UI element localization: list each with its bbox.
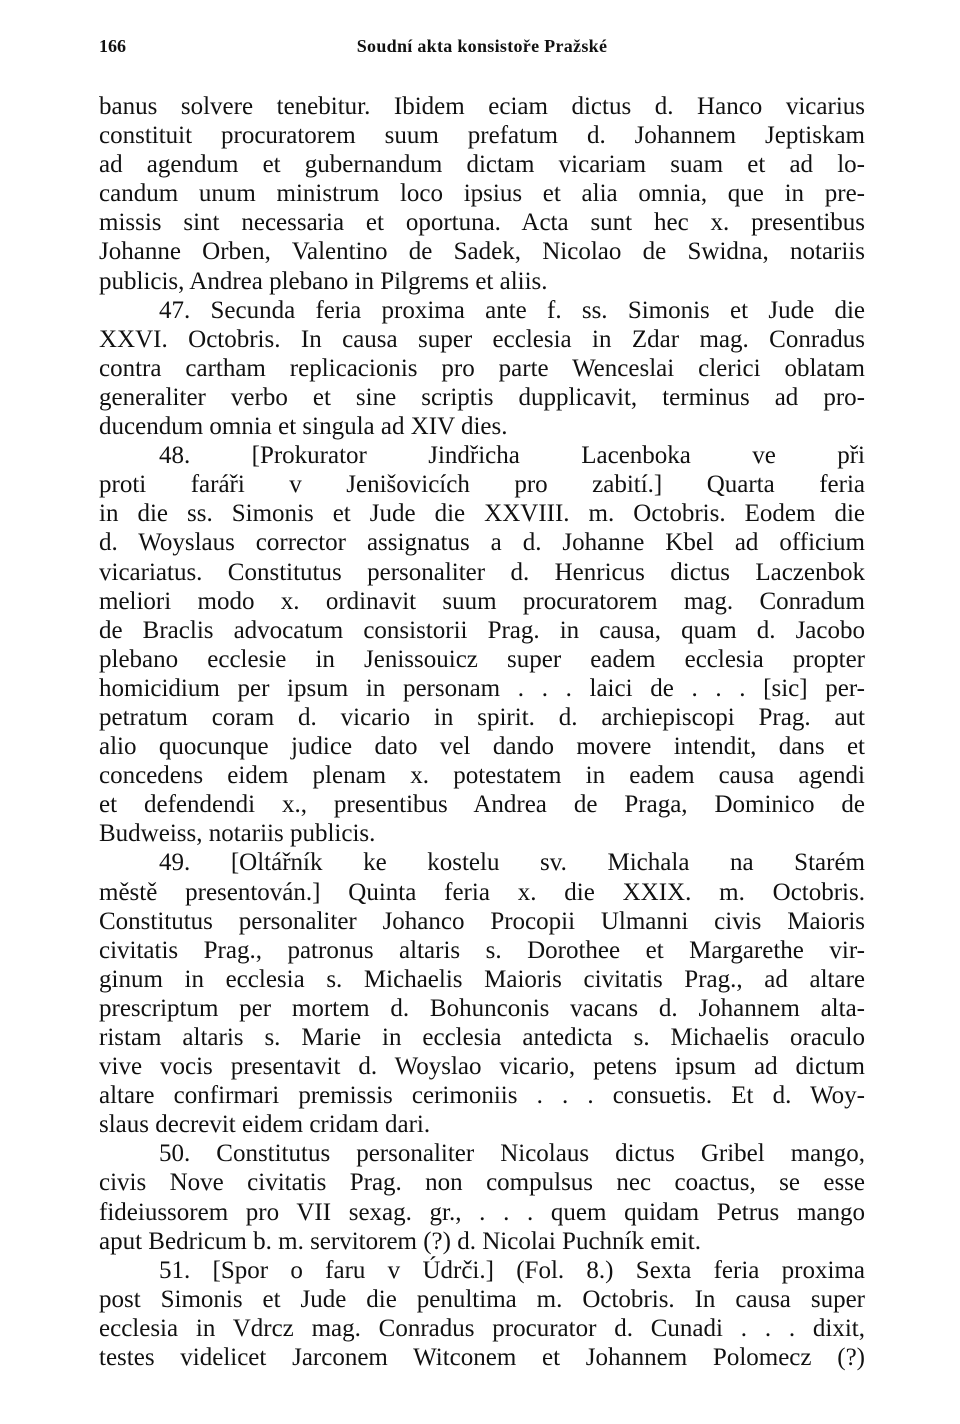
text-line: homicidium per ipsum in personam . . . laici de . . . [sic] per- xyxy=(99,674,865,702)
text-line: generaliter verbo et sine scriptis dupplicavit, terminus ad pro- xyxy=(99,383,865,411)
text-line: slaus decrevit eidem cridam dari. xyxy=(99,1111,431,1139)
text-line: alio quocunque judice dato vel dando movere intendit, dans et xyxy=(99,733,865,761)
running-header xyxy=(99,34,865,58)
text-line: petratum coram d. vicario in spirit. d. archiepiscopi Prag. aut xyxy=(99,703,865,731)
text-line: meliori modo x. ordinavit suum procuratorem mag. Conradum xyxy=(99,587,865,615)
text-line: XXVI. Octobris. In causa super ecclesia in Zdar mag. Conradus xyxy=(99,325,865,353)
text-line: Constitutus personaliter Johanco Procopii Ulmanni civis Maioris xyxy=(99,907,865,935)
text-line: de Braclis advocatum consistorii Prag. in causa, quam d. Jacobo xyxy=(99,616,865,644)
text-line: plebano ecclesie in Jenissouicz super eadem ecclesia propter xyxy=(99,645,865,673)
text-line: in die ss. Simonis et Jude die XXVIII. m. Octobris. Eodem die xyxy=(99,500,865,528)
text-line: vicariatus. Constitutus personaliter d. Henricus dictus Laczenbok xyxy=(99,558,865,586)
text-line: 51. [Spor o faru v Údrči.] (Fol. 8.) Sexta feria proxima xyxy=(159,1256,865,1284)
text-line: banus solvere tenebitur. Ibidem eciam dictus d. Hanco vicarius xyxy=(99,93,865,120)
text-line: candum unum ministrum loco ipsius et alia omnia, que in pre- xyxy=(99,180,865,208)
text-line: et defendendi x., presentibus Andrea de Praga, Dominico de xyxy=(99,791,865,819)
text-line: 50. Constitutus personaliter Nicolaus dictus Gribel mango, xyxy=(159,1140,865,1168)
page-number: 166 xyxy=(99,36,126,56)
text-line: constituit procuratorem suum prefatum d. Johannem Jeptiskam xyxy=(99,122,865,150)
text-line: prescriptum per mortem d. Bohunconis vacans d. Johannem alta- xyxy=(99,994,865,1022)
text-line: post Simonis et Jude die penultima m. Octobris. In causa super xyxy=(99,1285,865,1313)
body-text xyxy=(99,92,865,1372)
text-line: fideiussorem pro VII sexag. gr., . . . quem quidam Petrus mango xyxy=(99,1198,865,1226)
text-line: ad agendum et gubernandum dictam vicariam suam et ad lo- xyxy=(99,151,865,179)
text-line: civitatis Prag., patronus altaris s. Dorothee et Margarethe vir- xyxy=(99,936,865,964)
text-line: městě presentován.] Quinta feria x. die XXIX. m. Octobris. xyxy=(99,878,865,906)
text-line: ducendum omnia et singula ad XIV dies. xyxy=(99,413,508,441)
text-line: proti faráři v Jenišovicích pro zabití.] Quarta feria xyxy=(99,471,865,499)
text-line: ecclesia in Vdrcz mag. Conradus procurator d. Cunadi . . . dixit, xyxy=(99,1314,865,1342)
text-line: 49. [Oltářník ke kostelu sv. Michala na Starém xyxy=(159,849,865,877)
text-line: publicis, Andrea plebano in Pilgrems et aliis. xyxy=(99,267,548,295)
text-line: ristam altaris s. Marie in ecclesia antedicta s. Michaelis oraculo xyxy=(99,1024,865,1051)
text-line: 47. Secunda feria proxima ante f. ss. Simonis et Jude die xyxy=(159,296,865,324)
text-line: ginum in ecclesia s. Michaelis Maioris civitatis Prag., ad altare xyxy=(99,965,865,993)
text-line: testes videlicet Jarconem Witconem et Johannem Polomecz (?) xyxy=(99,1344,865,1372)
text-line: civis Nove civitatis Prag. non compulsus nec coactus, se esse xyxy=(99,1169,865,1197)
text-line: contra cartham replicacionis pro parte Wenceslai clerici oblatam xyxy=(99,354,865,382)
text-line: altare confirmari premissis cerimoniis . . . consuetis. Et d. Woy- xyxy=(99,1082,865,1110)
text-line: missis sint necessaria et oportuna. Acta sunt hec x. presentibus xyxy=(99,209,865,237)
text-line: concedens eidem plenam x. potestatem in eadem causa agendi xyxy=(99,762,865,790)
text-line: d. Woyslaus corrector assignatus a d. Johanne Kbel ad officium xyxy=(99,529,865,557)
running-title: Soudní akta konsistoře Pražské xyxy=(356,36,608,56)
text-line: 48. [Prokurator Jindřicha Lacenboka ve při xyxy=(159,442,865,470)
text-line: Budweiss, notariis publicis. xyxy=(99,820,376,848)
text-line: vive vocis presentavit d. Woyslao vicario, petens ipsum ad dictum xyxy=(99,1053,865,1081)
text-line: aput Bedricum b. m. servitorem (?) d. Nicolai Puchník emit. xyxy=(99,1227,701,1255)
text-line: Johanne Orben, Valentino de Sadek, Nicolao de Swidna, notariis xyxy=(99,238,865,266)
